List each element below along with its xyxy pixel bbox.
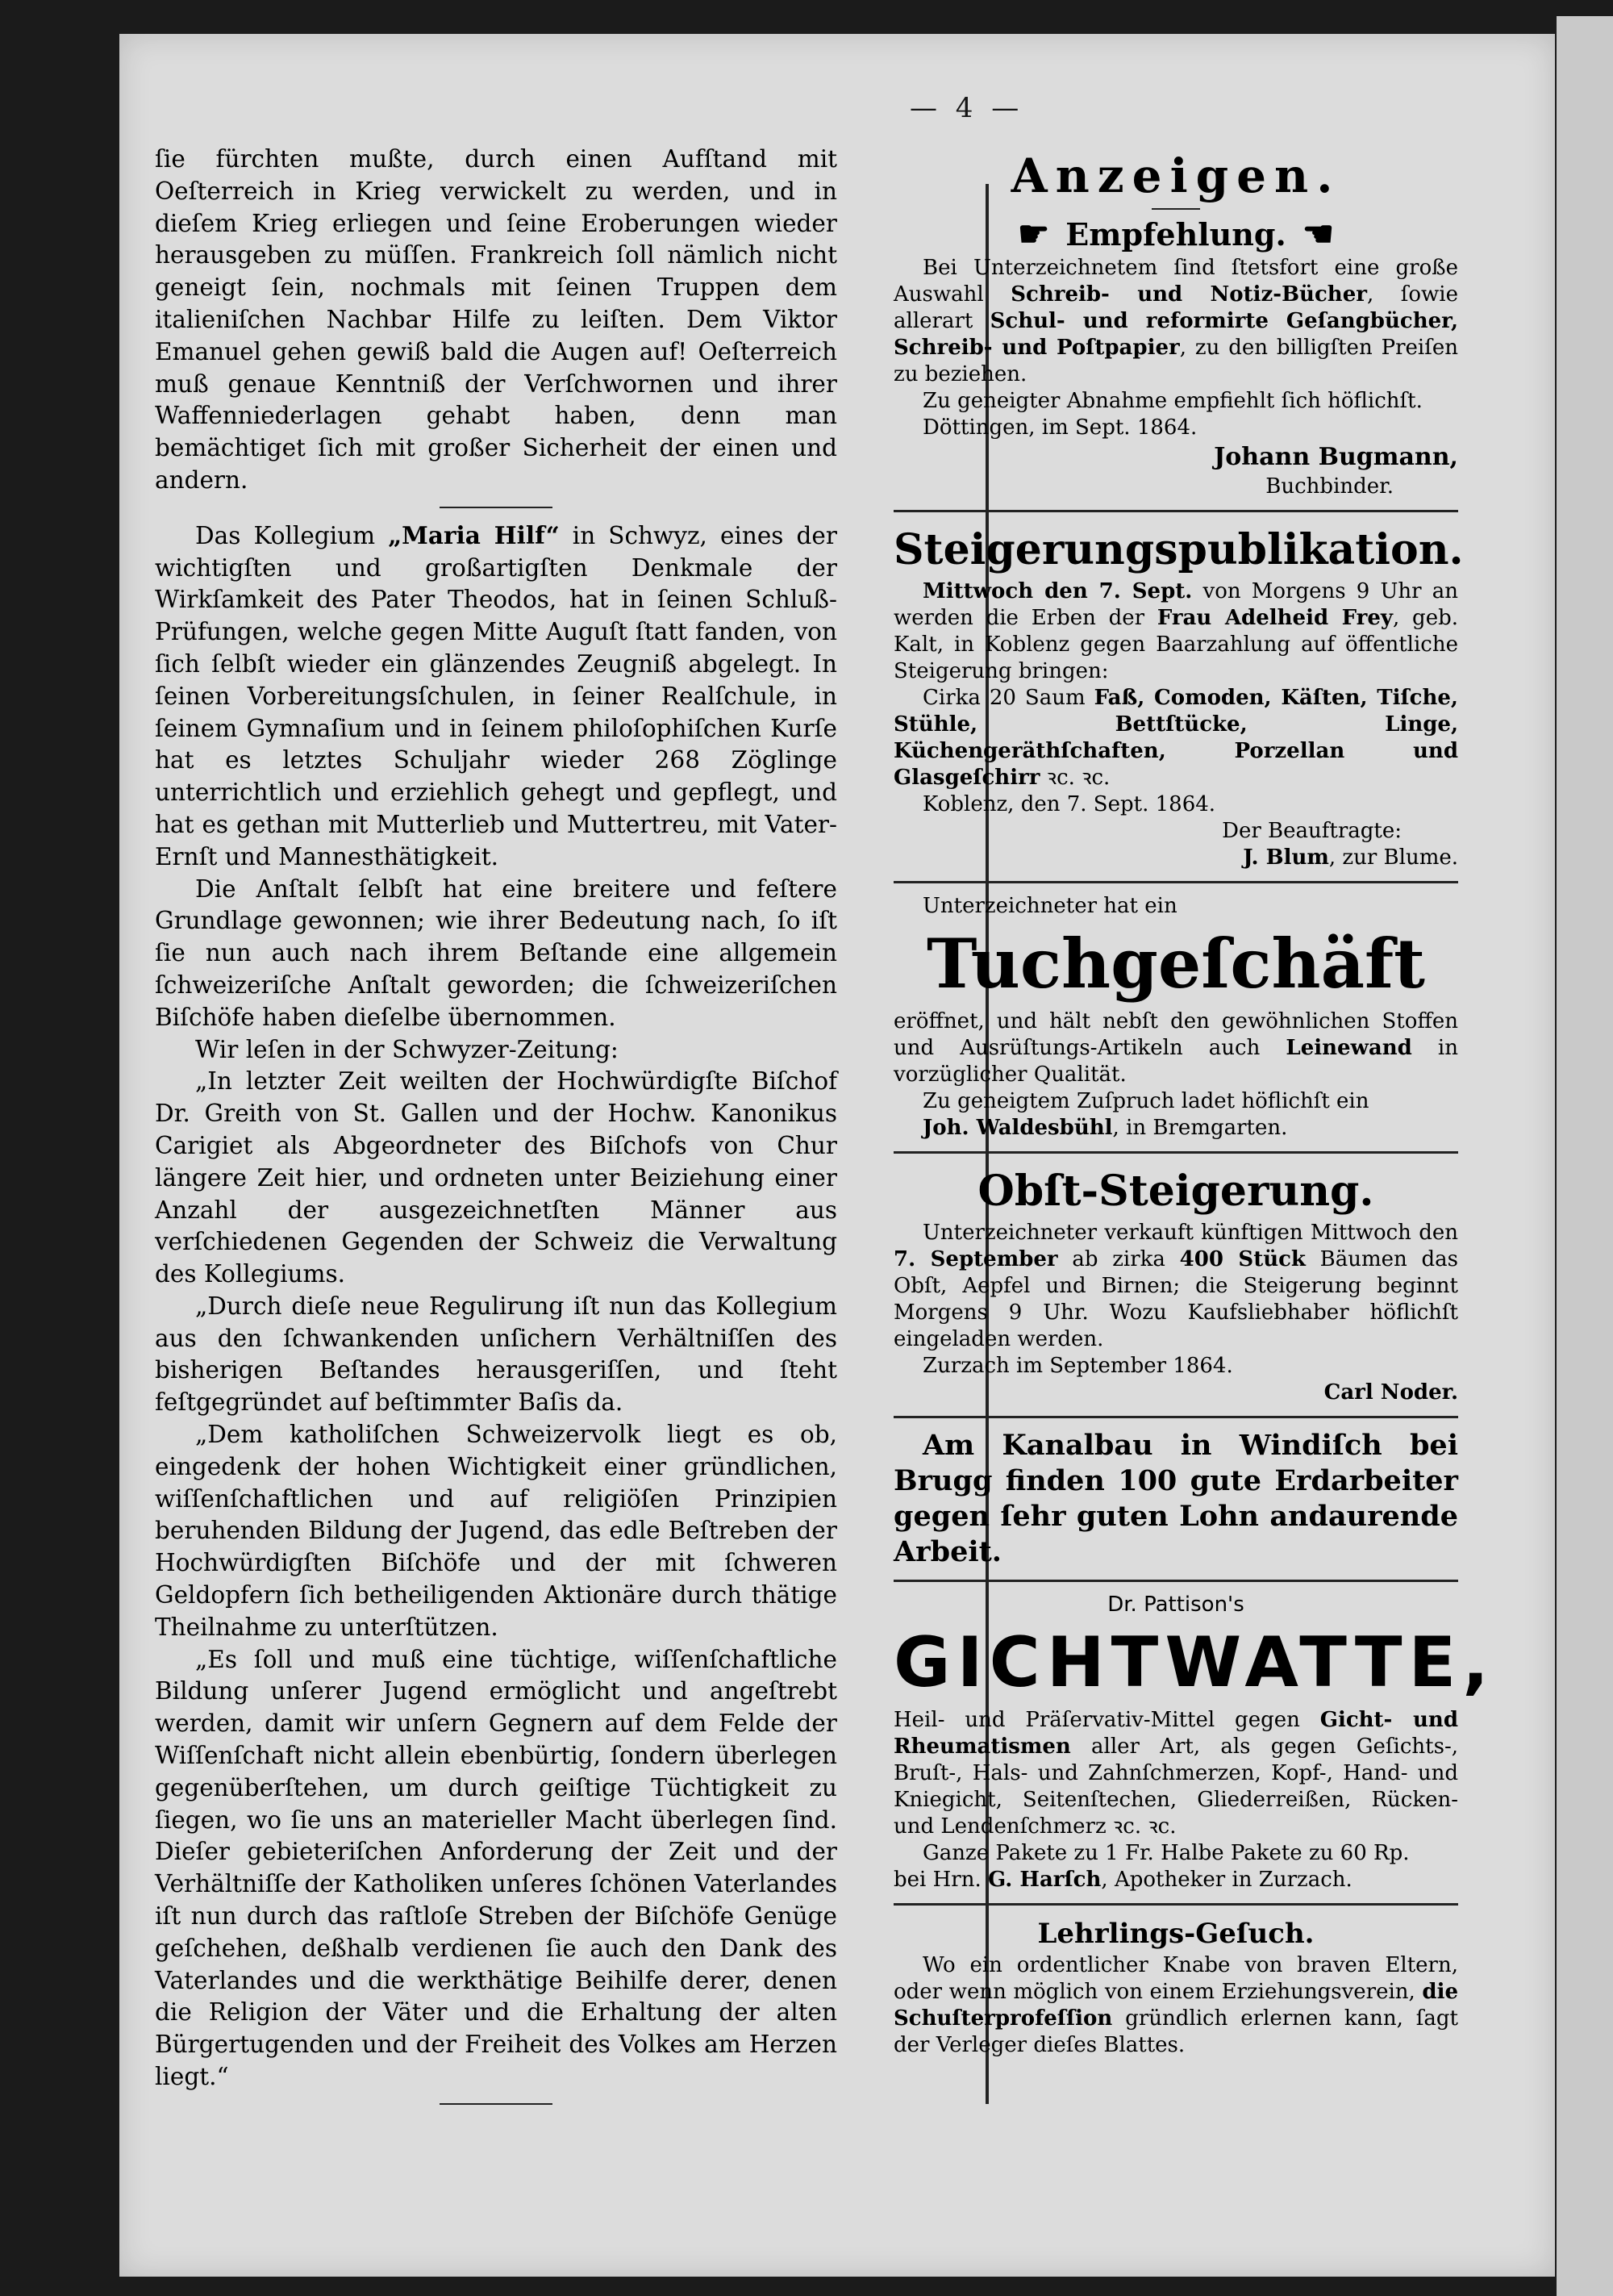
right-column-advertisements	[894, 144, 1495, 2059]
ad-title: GICHTWATTE,	[894, 1622, 1495, 1703]
ad-place-date: Zurzach im September 1864.	[923, 1354, 1233, 1378]
article-paragraph: „In letzter Zeit weilten der Hochwürdigſte Biſchof Dr. Greith von St. Gallen und der Hochw. Kanonikus Carigiet als Abgeordneter des Biſchofs von Chur längere Zeit hier, und ordneten unter Beiziehung einer Anzahl der ausgezeichnetſten Männer aus verſchiedenen Gegenden der Schweiz die Verwaltung des Kollegiums.	[155, 1067, 837, 1288]
ad-text: von Morgens 9 Uhr an werden die Erben der	[894, 579, 1458, 630]
ad-text: in vorzüglicher Qualität.	[894, 1036, 1458, 1087]
ad-body: Am Kanalbau in Windiſch bei Brugg finden 100 gute Erdarbeiter gegen ſehr guten Lohn andaurende Arbeit.	[894, 1429, 1458, 1568]
ad-title: Lehrlings-Geſuch.	[1037, 1918, 1315, 1950]
ad-text: eröffnet, und hält nebſt den gewöhnlichen Stoffen und Ausrüſtungs-Artikeln auch	[894, 1009, 1458, 1060]
ad-text: Cirka 20 Saum	[923, 686, 1094, 710]
ad-body	[894, 685, 1458, 791]
ad-text-bold: Leinewand	[1286, 1036, 1412, 1060]
ad-text-bold: 7. September	[894, 1247, 1058, 1271]
ad-signature-name: Joh. Waldesbühl	[923, 1116, 1113, 1140]
ad-text: ꝛc. ꝛc.	[1040, 766, 1111, 790]
article-paragraph	[155, 520, 837, 874]
ad-place-date: Koblenz, den 7. Sept. 1864.	[923, 792, 1216, 816]
section-separator	[440, 507, 552, 508]
ad-text-bold: G. Harſch	[988, 1868, 1102, 1892]
article-paragraph: „Durch dieſe neue Regulirung iſt nun das Kollegium aus den ſchwankenden unſichern Verhältniſſen des bisherigen Beſtandes herausgeriſſen, und ſteht feſtgegründet auf beſtimmter Baſis da.	[155, 1292, 837, 1417]
article-paragraph: Wir leſen in der Schwyzer-Zeitung:	[195, 1035, 619, 1063]
ad-text-bold: Schul- und reformirte Geſangbücher, Schreib- und Poſtpapier	[894, 309, 1458, 360]
ad-signature: Carl Noder.	[1323, 1380, 1458, 1405]
ad-text: aller Art, als gegen Geſichts-, Bruſt-, Hals- und Zahnſchmerzen, Kopf-, Hand- und Kniegicht, Seitenſtechen, Gliederreißen, Rücken- und Lendenſchmerz ꝛc. ꝛc.	[894, 1735, 1458, 1839]
ad-text-bold: Faß, Comoden, Käſten, Tiſche, Stühle, Bettſtücke, Linge, Küchengeräthſchaften, Porzellan und Glasgeſchirr	[894, 686, 1458, 790]
article-paragraph: ſie fürchten mußte, durch einen Aufſtand mit Oeſterreich in Krieg verwickelt zu werden, und in dieſem Krieg erliegen und ſeine Eroberungen wieder herausgeben zu müſſen. Frankreich ſoll nämlich nicht geneigt ſein, nochmals mit ſeinen Truppen dem italieniſchen Nachbar Hilfe zu leiſten. Dem Viktor Emanuel gehen gewiß bald die Augen auf! Oeſterreich muß genaue Kenntniß der Verſchwornen und ihrer Waffenniederlagen gehabt haben, denn man bemächtiget ſich mit großer Sicherheit der einen und andern.	[155, 145, 837, 494]
ad-signature	[894, 845, 1458, 871]
ad-title-text: Empfehlung.	[1065, 216, 1286, 253]
ad-title	[894, 215, 1458, 255]
article-paragraph: Die Anſtalt ſelbſt hat eine breitere und feſtere Grundlage gewonnen; wie ihrer Bedeutung nach, ſo iſt ſie nun auch nach ihrem Beſtande eine allgemein ſchweizeriſche Anſtalt geworden; die ſchweizeriſchen Biſchöfe haben dieſelbe übernommen.	[155, 875, 837, 1031]
ad-body	[894, 578, 1458, 685]
ad-signature-role: Der Beauftragte:	[1222, 819, 1402, 843]
ad-seller	[894, 1867, 1458, 1893]
ad-body	[894, 255, 1458, 388]
ad-text: , zu den billigſten Preiſen zu beziehen.	[894, 336, 1458, 386]
ad-obst-steigerung	[894, 1163, 1458, 1406]
ad-body	[894, 1008, 1458, 1088]
advertisements-heading: Anzeigen.	[1011, 148, 1341, 203]
ad-signature: Johann Bugmann,	[1214, 443, 1458, 471]
ad-text: , geb. Kalt, in Koblenz gegen Baarzahlung auf öffentliche Steigerung bringen:	[894, 606, 1458, 683]
ad-text: , in Bremgarten.	[1112, 1116, 1288, 1140]
ad-text: bei Hrn.	[894, 1868, 988, 1892]
article-paragraph: „Dem katholiſchen Schweizervolk liegt es ob, eingedenk der hohen Wichtigkeit einer gründlichen, wiſſenſchaftlichen und auf religiöſen Prinzipien beruhenden Bildung der Jugend, das edle Beſtreben der Hochwürdigſten Biſchöfe und der mit ſchweren Geldopfern ſich betheiligenden Aktionäre durch thätige Theilnahme zu unterſtützen.	[155, 1421, 837, 1641]
ad-signature	[894, 1115, 1458, 1142]
pointing-hand-right-icon: ☛	[1017, 214, 1050, 255]
ad-title: Steigerungspublikation.	[894, 525, 1464, 574]
ad-tuchgeschaeft	[894, 893, 1458, 1142]
ad-text: ab zirka	[1057, 1247, 1180, 1271]
article-paragraph: „Es ſoll und muß eine tüchtige, wiſſenſchaftliche Bildung unſerer Jugend ermöglicht und angeſtrebt werden, damit wir unſern Gegnern auf dem Felde der Wiſſenſchaft nicht allein ebenbürtig, ſondern überlegen gegenüberſtehen, um durch geiſtige Tüchtigkeit zu ſiegen, wo ſie uns an materieller Macht überlegen ſind. Dieſer gebieteriſchen Anforderung der Zeit und der Verhältniſſe der Katholiken unſeres ſchönen Vaterlandes iſt nun durch das raſtloſe Streben der Biſchöfe Genüge geſchehen, deßhalb verdienen ſie auch den Dank des Vaterlandes und die werkthätige Beihilfe derer, denen die Religion der Väter und die Erhaltung der alten Bürgertugenden und der Freiheit des Volkes am Herzen liegt.“	[155, 1645, 837, 2091]
ad-text: Bei Unterzeichnetem ſind ſtetsfort eine große Auswahl	[894, 256, 1458, 307]
ad-text-bold: Mittwoch den 7. Sept.	[923, 579, 1193, 603]
ad-signature-name: J. Blum	[1243, 845, 1329, 870]
ad-lehrlings-gesuch	[894, 1915, 1458, 2059]
ad-separator	[894, 1151, 1458, 1154]
ad-intro: Unterzeichneter hat ein	[923, 894, 1177, 918]
ad-text: , zur Blume.	[1328, 845, 1458, 870]
ad-body	[894, 1220, 1458, 1353]
ad-body	[894, 1707, 1458, 1840]
ad-text: , Apotheker in Zurzach.	[1101, 1868, 1353, 1892]
ad-separator	[894, 1416, 1458, 1418]
ad-body	[894, 1952, 1458, 2059]
ad-closing: Zu geneigter Abnahme empfiehlt ſich höflichſt.	[923, 389, 1423, 413]
section-separator	[440, 2103, 552, 2105]
college-name: „Maria Hilf“	[388, 520, 560, 549]
ad-text: gründlich erlernen kann, ſagt der Verleger dieſes Blattes.	[894, 2006, 1458, 2057]
ad-closing: Zu geneigtem Zuſpruch ladet höflichſt ein	[923, 1089, 1369, 1113]
ad-text-bold: Schreib- und Notiz-Bücher	[1011, 282, 1367, 307]
ad-place-date: Döttingen, im Sept. 1864.	[923, 415, 1198, 440]
ad-text: Heil- und Präſervativ-Mittel gegen	[894, 1708, 1320, 1732]
ad-text-bold: Frau Adelheid Frey	[1157, 606, 1394, 630]
page-number: — 4 —	[910, 92, 1024, 124]
ad-prices: Ganze Pakete zu 1 Fr. Halbe Pakete zu 60 Rp.	[923, 1841, 1410, 1865]
ad-text-bold: die Schuſterprofeſſion	[894, 1980, 1458, 2031]
ad-text: Unterzeichneter verkauft künftigen Mittwoch den	[923, 1221, 1458, 1245]
article-text: in Schwyz, eines der wichtigſten und großartigſten Denkmale der Wirkſamkeit des Pater Theodos, hat in ſeinen Schluß-Prüfungen, welche gegen Mitte Auguſt ſtatt fanden, von ſich ſelbſt wieder ein glänzendes Zeugniß abgelegt. In ſeinen Vorbereitungsſchulen, in ſeiner Realſchule, in ſeinem Gymnaſium und in ſeinem philoſophiſchen Kurſe hat es letztes Schuljahr wieder 268 Zöglinge unterrichtlich und erziehlich gehegt und gepflegt, und hat es gethan mit Mutterlieb und Muttertreu, mit Vater-Ernſt und Mannesthätigkeit.	[155, 521, 837, 870]
ad-empfehlung	[894, 215, 1458, 500]
heading-separator	[1152, 208, 1200, 210]
ad-text: Wo ein ordentlicher Knabe von braven Eltern, oder wenn möglich von einem Erziehungsverein,	[894, 1953, 1458, 2004]
ad-text: , ſowie allerart	[894, 282, 1458, 333]
ad-gichtwatte	[894, 1592, 1495, 1893]
ad-signature-role: Buchbinder.	[1265, 474, 1394, 499]
ad-separator	[894, 510, 1458, 512]
adjacent-page-edge	[1557, 16, 1613, 2296]
ad-separator	[894, 881, 1458, 883]
ad-separator	[894, 1580, 1458, 1582]
ad-intro: Dr. Pattison's	[1107, 1593, 1244, 1617]
left-column	[155, 144, 837, 2116]
article-text: Das Kollegium	[195, 521, 389, 549]
ad-text-bold: 400 Stück	[1179, 1247, 1306, 1271]
ad-steigerungspublikation	[894, 522, 1464, 871]
ad-title: Tuchgeſchäft	[927, 924, 1425, 1004]
ad-separator	[894, 1903, 1458, 1906]
ad-kanalbau	[894, 1428, 1458, 1570]
pointing-hand-left-icon: ☚	[1302, 214, 1335, 255]
ad-text: Bäumen das Obſt, Aepfel und Birnen; die Steigerung beginnt Morgens 9 Uhr. Wozu Kaufsliebhaber höflichſt eingeladen werden.	[894, 1247, 1459, 1351]
ad-text-bold: Gicht- und Rheumatismen	[894, 1708, 1458, 1759]
ad-title: Obſt-Steigerung.	[977, 1167, 1374, 1216]
